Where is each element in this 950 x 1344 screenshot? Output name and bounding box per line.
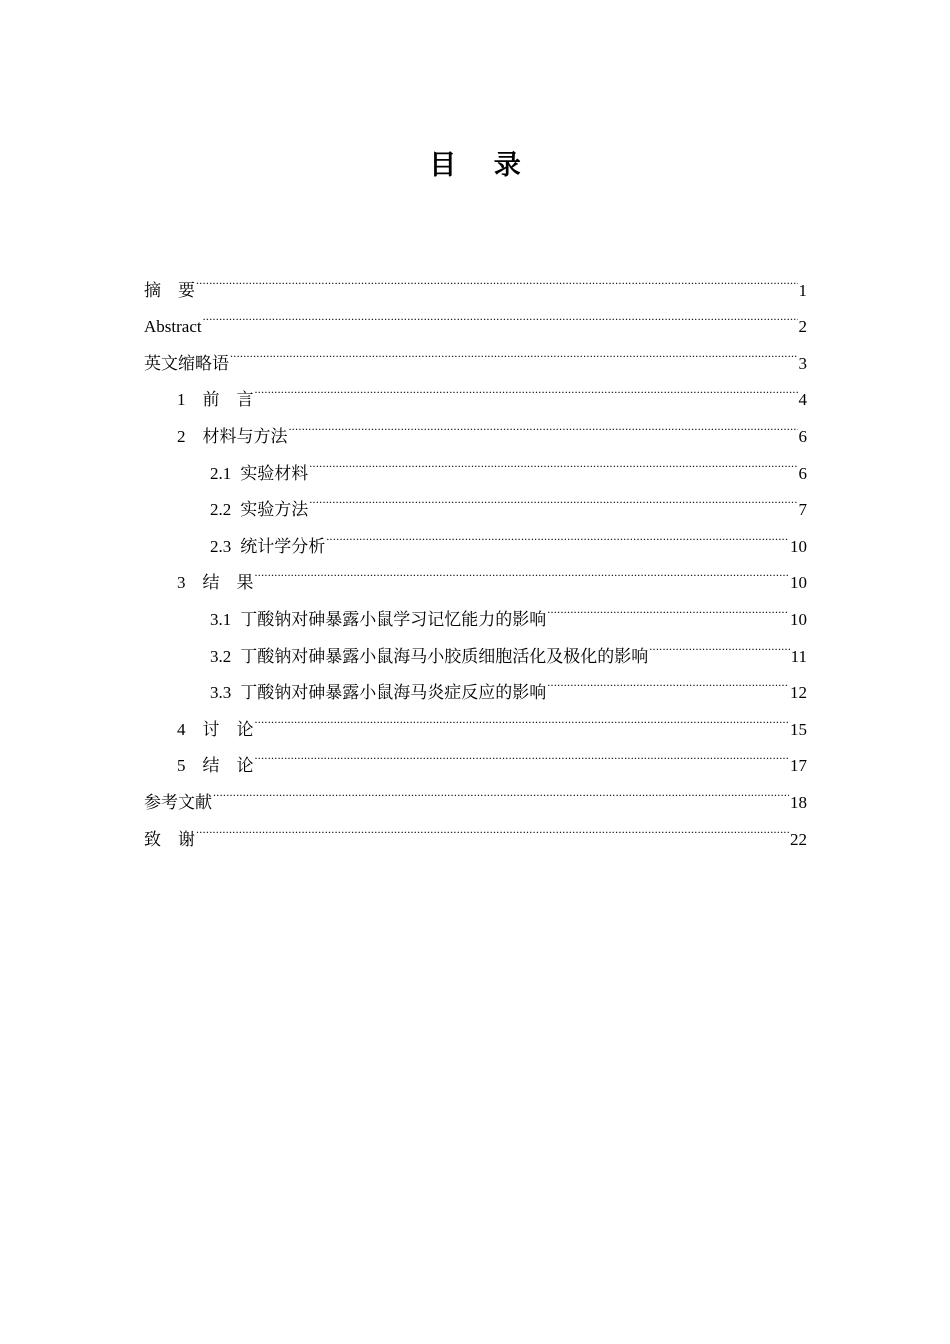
- toc-entry-page: 11: [790, 646, 807, 666]
- toc-entry-label: 实验方法: [240, 500, 309, 520]
- toc-dot-leader: [203, 296, 798, 333]
- toc-dot-leader: [255, 369, 798, 406]
- toc-entry-label: 统计学分析: [240, 536, 326, 556]
- toc-entry-abstract-en[interactable]: [144, 296, 807, 337]
- toc-entry-page: 2: [798, 317, 807, 337]
- toc-entry-label: 实验材料: [240, 463, 309, 483]
- toc-entry-label: Abstract: [144, 317, 202, 337]
- toc-entry-page: 10: [790, 536, 807, 556]
- toc-entry-acknowledgements[interactable]: [144, 808, 807, 849]
- toc-entry-references[interactable]: [144, 771, 807, 812]
- toc-dot-leader: [255, 735, 790, 772]
- toc-entry-number: 2.1: [210, 463, 232, 483]
- toc-entry-page: 12: [790, 683, 807, 703]
- toc-dot-leader: [230, 332, 798, 369]
- toc-entry-page: 15: [790, 719, 807, 739]
- page-title: 目 录: [429, 150, 535, 181]
- toc-dot-leader: [649, 625, 789, 662]
- toc-dot-leader: [255, 552, 790, 589]
- toc-entry-number: 3.1: [210, 609, 232, 629]
- toc-entry-label: 讨 论: [202, 719, 254, 739]
- toc-entry-label: 致 谢: [144, 829, 195, 849]
- toc-entry-number: 1: [177, 390, 186, 410]
- toc-entry-1[interactable]: [144, 369, 807, 410]
- toc-entry-label: 丁酸钠对砷暴露小鼠海马小胶质细胞活化及极化的影响: [240, 646, 649, 666]
- toc-dot-leader: [547, 662, 789, 699]
- toc-entry-number: 2.3: [210, 536, 232, 556]
- toc-entry-label: 参考文献: [144, 792, 212, 812]
- table-of-contents: [144, 259, 807, 849]
- toc-dot-leader: [255, 698, 790, 735]
- toc-entry-label: 结 果: [202, 573, 254, 593]
- toc-entry-number: 3: [177, 573, 186, 593]
- toc-entry-page: 18: [790, 792, 807, 812]
- toc-dot-leader: [326, 515, 789, 552]
- toc-entry-page: 4: [798, 390, 807, 410]
- toc-entry-abbreviations[interactable]: [144, 332, 807, 373]
- toc-entry-number: 5: [177, 756, 186, 776]
- toc-entry-label: 英文缩略语: [144, 353, 229, 373]
- toc-entry-number: 3.2: [210, 646, 232, 666]
- toc-dot-leader: [547, 588, 789, 625]
- toc-entry-page: 17: [790, 756, 807, 776]
- toc-entry-label: 丁酸钠对砷暴露小鼠学习记忆能力的影响: [240, 609, 547, 629]
- toc-entry-page: 10: [790, 609, 807, 629]
- toc-dot-leader: [213, 771, 789, 808]
- toc-entry-abstract-cn[interactable]: [144, 259, 807, 300]
- toc-entry-number: 2.2: [210, 500, 232, 520]
- toc-entry-page: 1: [798, 280, 807, 300]
- toc-entry-page: 3: [798, 353, 807, 373]
- toc-entry-label: 前 言: [202, 390, 254, 410]
- toc-entry-number: 3.3: [210, 683, 232, 703]
- toc-entry-page: 22: [790, 829, 807, 849]
- toc-entry-label: 丁酸钠对砷暴露小鼠海马炎症反应的影响: [240, 683, 547, 703]
- toc-dot-leader: [309, 479, 797, 516]
- toc-entry-page: 6: [798, 426, 807, 446]
- toc-entry-label: 结 论: [202, 756, 254, 776]
- toc-entry-page: 7: [798, 500, 807, 520]
- toc-entry-number: 4: [177, 719, 186, 739]
- toc-entry-label: 摘 要: [144, 280, 195, 300]
- toc-entry-label: 材料与方法: [202, 426, 288, 446]
- toc-dot-leader: [309, 442, 797, 479]
- toc-dot-leader: [289, 405, 798, 442]
- toc-entry-page: 6: [798, 463, 807, 483]
- toc-dot-leader: [196, 808, 789, 845]
- toc-dot-leader: [196, 259, 798, 296]
- toc-entry-number: 2: [177, 426, 186, 446]
- toc-entry-page: 10: [790, 573, 807, 593]
